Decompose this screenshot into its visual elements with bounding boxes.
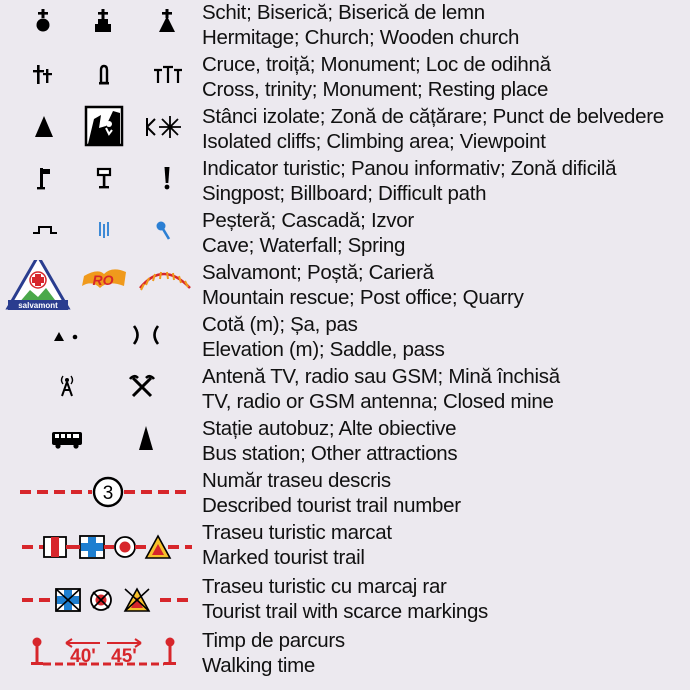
legend-row-icons [0, 0, 200, 53]
saddle-pass-icon [134, 326, 158, 344]
spring-icon [157, 222, 170, 240]
billboard-icon [98, 169, 110, 188]
wooden-church-icon [159, 9, 175, 32]
legend-row-icons [0, 628, 200, 681]
scarce-markings-trail-icon [22, 589, 192, 611]
legend-row-marked-trail [0, 520, 690, 573]
legend-row-terrain [0, 104, 690, 157]
legend-row-icons [0, 574, 200, 627]
legend-text-ro: Indicator turistic; Panou informativ; Zonă dificilă [202, 157, 617, 180]
difficult-path-icon [165, 167, 170, 189]
legend-text-ro: Număr traseu descris [202, 469, 391, 492]
legend-row-icons [0, 156, 200, 209]
church-icon [95, 9, 111, 32]
legend-row-water [0, 208, 690, 261]
legend-row-icons [0, 312, 200, 365]
legend-row-services [0, 260, 690, 313]
monument-icon [99, 66, 109, 85]
trail-number-text: 3 [102, 483, 114, 504]
legend-row-elevation [0, 312, 690, 365]
legend-text-ro: Cruce, troiță; Monument; Loc de odihnă [202, 53, 551, 76]
legend-text-ro: Schit; Biserică; Biserică de lemn [202, 1, 485, 24]
elevation-icon [54, 332, 77, 341]
legend-row-icons [0, 364, 200, 417]
resting-place-icon [154, 67, 182, 83]
salvamont-badge-text: salvamont [18, 301, 58, 310]
legend-row-icons [0, 52, 200, 105]
hermitage-icon [37, 9, 50, 32]
mountain-rescue-icon [8, 260, 68, 310]
legend-row-trail-number [0, 468, 690, 521]
legend-row-icons [0, 416, 200, 469]
antenna-icon [62, 376, 73, 396]
legend-row-signs [0, 156, 690, 209]
climbing-area-icon [86, 107, 122, 145]
marked-trail-icon [22, 536, 192, 558]
legend-text-ro: Stânci izolate; Zonă de cățărare; Punct de belvedere [202, 105, 664, 128]
legend-text-ro: Salvamont; Poștă; Carieră [202, 261, 434, 284]
post-logo-text: RO [92, 272, 114, 288]
legend-row-transport [0, 416, 690, 469]
closed-mine-icon [130, 376, 154, 396]
legend-text-ro: Timp de parcurs [202, 629, 345, 652]
quarry-icon [140, 272, 190, 290]
legend-text-en: Cross, trinity; Monument; Resting place [202, 78, 549, 101]
legend-text-en: Hermitage; Church; Wooden church [202, 26, 520, 49]
cave-icon [33, 227, 57, 233]
signpost-icon [37, 168, 50, 189]
legend-row-icons [0, 208, 200, 261]
other-attractions-icon [139, 426, 153, 450]
legend-text-ro: Traseu turistic cu marcaj rar [202, 575, 447, 598]
legend-row-icons [0, 260, 200, 313]
cross-icon [33, 65, 52, 84]
legend-text-en: Mountain rescue; Post office; Quarry [202, 286, 524, 309]
post-office-icon [82, 269, 126, 288]
legend-row-icons [0, 468, 200, 521]
legend-text-en: Isolated cliffs; Climbing area; Viewpoint [202, 130, 546, 153]
legend-text-ro: Antenă TV, radio sau GSM; Mină închisă [202, 365, 560, 388]
legend-row-scarce-trail [0, 574, 690, 627]
walking-time-2-text: 45' [111, 646, 137, 667]
walking-time-icon [31, 638, 176, 668]
legend-text-en: Walking time [202, 654, 315, 677]
legend-text-en: Marked tourist trail [202, 546, 365, 569]
bus-station-icon [52, 432, 82, 449]
legend-text-en: Bus station; Other attractions [202, 442, 458, 465]
legend-text-en: Elevation (m); Saddle, pass [202, 338, 445, 361]
legend-row-icons [0, 520, 200, 573]
legend-text-en: Cave; Waterfall; Spring [202, 234, 406, 257]
legend-text-ro: Traseu turistic marcat [202, 521, 392, 544]
legend-text-en: Described tourist trail number [202, 494, 461, 517]
trail-number-icon [20, 478, 190, 506]
legend-text-ro: Peșteră; Cascadă; Izvor [202, 209, 414, 232]
legend-text-ro: Stație autobuz; Alte obiective [202, 417, 457, 440]
legend-row-infrastructure [0, 364, 690, 417]
viewpoint-icon [147, 116, 181, 138]
legend-row-religious [0, 0, 690, 53]
legend-row-icons [0, 104, 200, 157]
legend-row-walking-time [0, 628, 690, 681]
legend-text-en: Tourist trail with scarce markings [202, 600, 488, 623]
legend-text-ro: Cotă (m); Șa, pas [202, 313, 358, 336]
isolated-cliffs-icon [35, 116, 53, 137]
legend-row-monuments [0, 52, 690, 105]
legend-text-en: TV, radio or GSM antenna; Closed mine [202, 390, 554, 413]
waterfall-icon [100, 222, 108, 238]
legend-text-en: Singpost; Billboard; Difficult path [202, 182, 487, 205]
walking-time-1-text: 40' [70, 646, 96, 667]
